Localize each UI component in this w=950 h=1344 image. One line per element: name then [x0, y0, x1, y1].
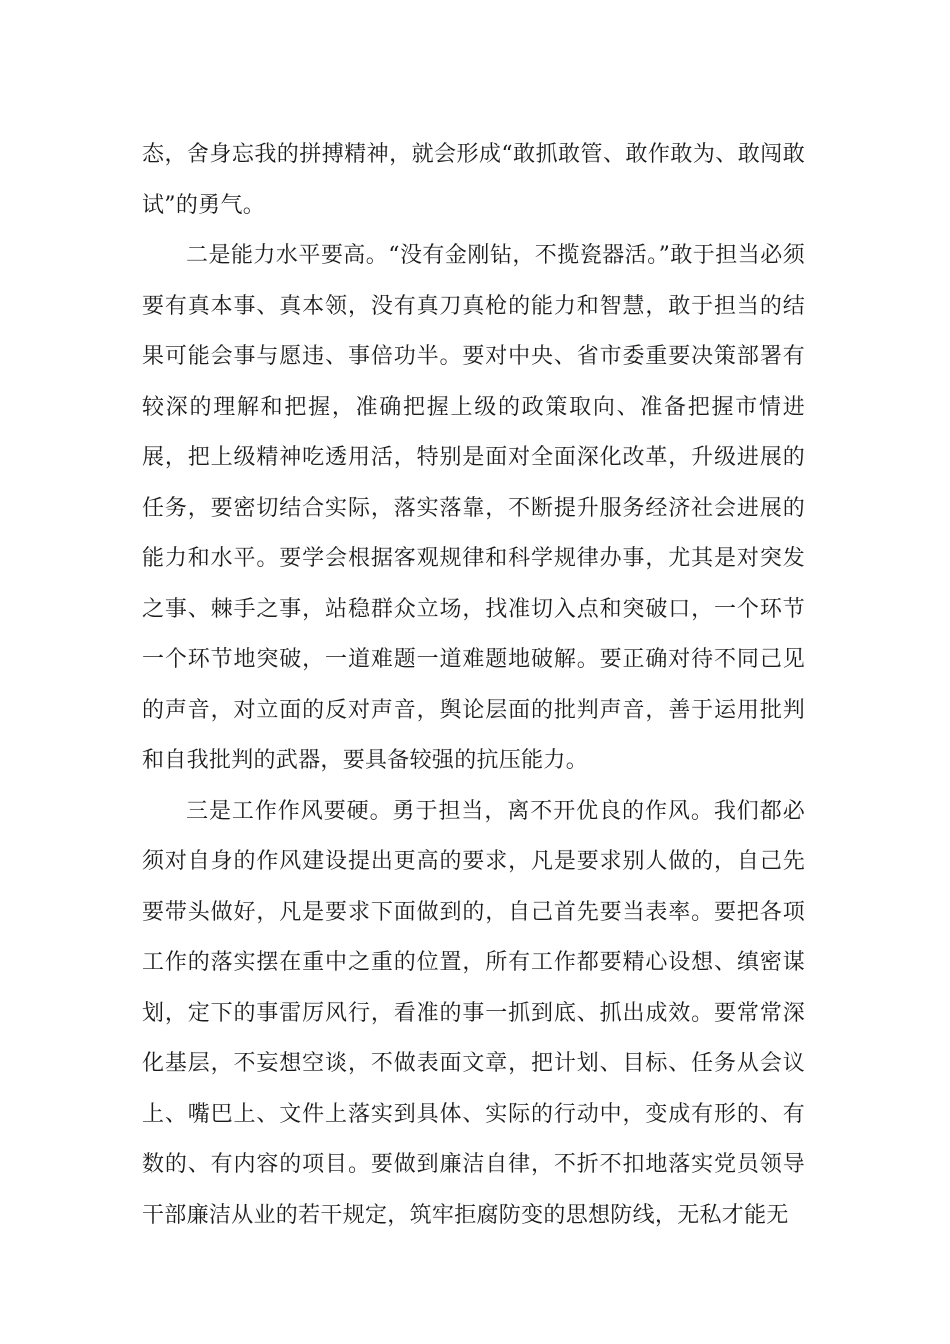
paragraph-continuation: 态，舍身忘我的拼搏精神，就会形成“敢抓敢管、敢作敢为、敢闯敢试”的勇气。	[142, 142, 805, 218]
document-body	[142, 130, 805, 1241]
paragraph-ability-level: 二是能力水平要高。“没有金刚钻，不揽瓷器活。”敢于担当必须要有真本事、真本领，没有真刀真枪的能力和智慧，敢于担当的结果可能会事与愿违、事倍功半。要对中央、省市委重要决策部署有较深的理解和把握，准确把握上级的政策取向、准备把握市情进展，把上级精神吃透用活，特别是面对全面深化改革，升级进展的任务，要密切结合实际，落实落靠，不断提升服务经济社会进展的能力和水平。要学会根据客观规律和科学规律办事，尤其是对突发之事、棘手之事，站稳群众立场，找准切入点和突破口，一个环节一个环节地突破，一道难题一道难题地破解。要正确对待不同己见的声音，对立面的反对声音，舆论层面的批判声音，善于运用批判和自我批判的武器，要具备较强的抗压能力。	[142, 243, 805, 773]
paragraph-work-style: 三是工作作风要硬。勇于担当，离不开优良的作风。我们都必须对自身的作风建设提出更高的要求，凡是要求别人做的，自己先要带头做好，凡是要求下面做到的，自己首先要当表率。要把各项工作的落实摆在重中之重的位置，所有工作都要精心设想、缜密谋划，定下的事雷厉风行，看准的事一抓到底、抓出成效。要常常深化基层，不妄想空谈，不做表面文章，把计划、目标、任务从会议上、嘴巴上、文件上落实到具体、实际的行动中，变成有形的、有数的、有内容的项目。要做到廉洁自律，不折不扣地落实党员领导干部廉洁从业的若干规定，筑牢拒腐防变的思想防线，无私才能无	[142, 798, 805, 1228]
